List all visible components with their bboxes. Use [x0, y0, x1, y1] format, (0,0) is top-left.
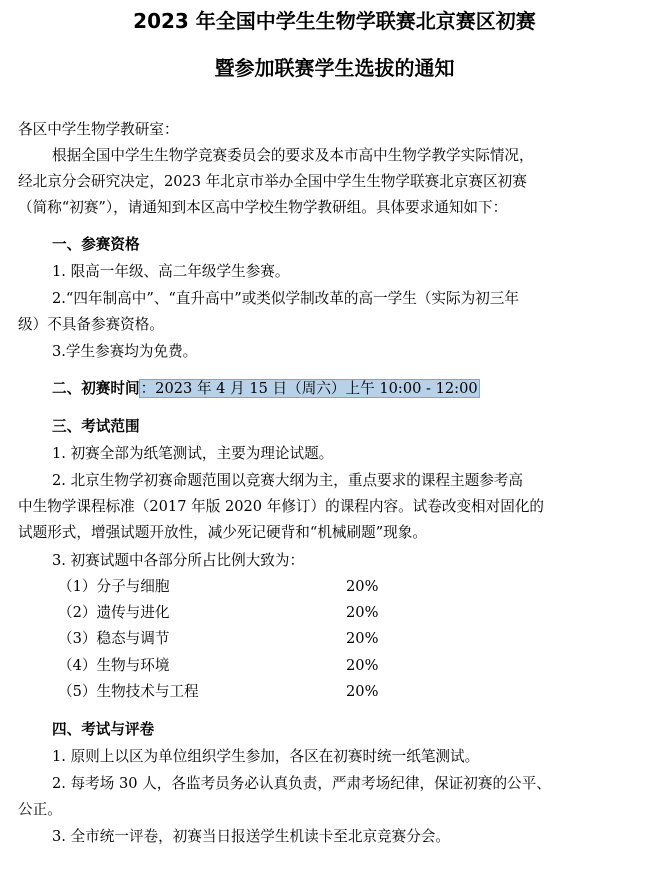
scope-part-label: （4）生物与环境 — [58, 657, 170, 674]
section-heading-exam-grading: 四、考试与评卷 — [52, 721, 155, 738]
grading-line-1: 1. 原则上以区为单位组织学生参加，各区在初赛时统一纸笔测试。 — [52, 748, 480, 765]
document-title-line-1: 2023 年全国中学生生物学联赛北京赛区初赛 — [133, 9, 536, 33]
scope-part-percent: 20% — [346, 657, 379, 674]
scope-line-5: 3. 初赛试题中各部分所占比例大致为： — [52, 552, 305, 569]
eligibility-line-3: 级）不具备参赛资格。 — [18, 316, 164, 333]
section-heading-scope: 三、考试范围 — [52, 418, 140, 435]
salutation: 各区中学生物学教研室： — [18, 121, 179, 138]
scope-line-3: 中生物学课程标准（2017 年版 2020 年修订）的课程内容。试卷改变相对固化的 — [18, 498, 545, 515]
intro-line-3: （简称“初赛”），请通知到本区高中学校生物学教研组。具体要求通知如下： — [18, 199, 508, 216]
scope-line-2: 2. 北京生物学初赛命题范围以竞赛大纲为主，重点要求的课程主题参考高 — [52, 472, 523, 489]
eligibility-line-4: 3.学生参赛均为免费。 — [52, 343, 198, 360]
scope-part-percent: 20% — [346, 630, 379, 647]
exam-time-row — [52, 378, 479, 400]
scope-line-4: 试题形式，增强试题开放性，减少死记硬背和“机械刷题”现象。 — [18, 524, 427, 541]
exam-time-highlighted-text[interactable]: ：2023 年 4 月 15 日（周六）上午 10:00 - 12:00 — [140, 380, 478, 397]
scope-part-label: （1）分子与细胞 — [58, 578, 170, 595]
section-heading-exam-time: 二、初赛时间 — [52, 380, 140, 397]
scope-part-percent: 20% — [346, 604, 379, 621]
grading-line-3: 公正。 — [18, 801, 62, 818]
scope-part-label: （2）遗传与进化 — [58, 604, 170, 621]
scope-line-1: 1. 初赛全部为纸笔测试，主要为理论试题。 — [52, 445, 334, 462]
intro-line-1: 根据全国中学生生物学竞赛委员会的要求及本市高中生物学教学实际情况， — [52, 147, 534, 164]
eligibility-line-1: 1. 限高一年级、高二年级学生参赛。 — [52, 263, 290, 280]
section-heading-eligibility: 一、参赛资格 — [52, 236, 140, 253]
grading-line-2: 2. 每考场 30 人，各监考员务必认真负责，严肃考场纪律，保证初赛的公平、 — [52, 775, 551, 792]
eligibility-line-2: 2.“四年制高中”、“直升高中”或类似学制改革的高一学生（实际为初三年 — [52, 290, 519, 307]
scope-part-label: （3）稳态与调节 — [58, 630, 170, 647]
scope-part-percent: 20% — [346, 578, 379, 595]
scope-part-percent: 20% — [346, 683, 379, 700]
scope-part-label: （5）生物技术与工程 — [58, 683, 199, 700]
grading-line-4: 3. 全市统一评卷，初赛当日报送学生机读卡至北京竞赛分会。 — [52, 828, 451, 845]
document-title-line-2: 暨参加联赛学生选拔的通知 — [214, 56, 455, 80]
intro-line-2: 经北京分会研究决定，2023 年北京市举办全国中学生生物学联赛北京赛区初赛 — [18, 173, 527, 190]
